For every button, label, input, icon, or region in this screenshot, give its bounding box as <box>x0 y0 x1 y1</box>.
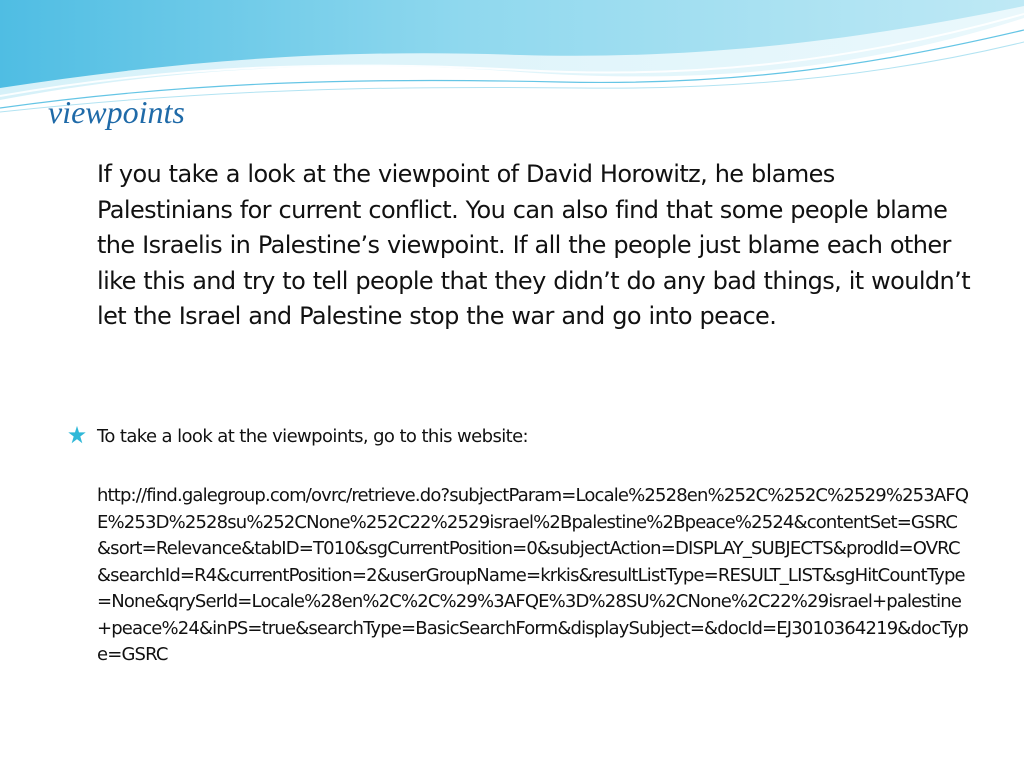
website-bullet-item <box>66 424 966 450</box>
viewpoint-paragraph: If you take a look at the viewpoint of David Horowitz, he blames Palestinians for current conflict. You can also find that some people blame the Israelis in Palestine’s viewpoint. If all the people just blame each other like this and try to tell people that they didn’t do any bad things, it wouldn’t let the Israel and Palestine stop the war and go into peace. <box>97 160 971 330</box>
website-url-link[interactable]: http://find.galegroup.com/ovrc/retrieve.do?subjectParam=Locale%2528en%252C%252C%2529%253AFQE%253D%2528su%252CNone%252C22%2529israel%2Bpalestine%2Bpeace%2524&contentSet=GSRC&sort=Relevance&tabID=T010&sgCurrentPosition=0&subjectAction=DISPLAY_SUBJECTS&prodId=OVRC&searchId=R4&currentPosition=2&userGroupName=krkis&resultListType=RESULT_LIST&sgHitCountType=None&qrySerId=Locale%28en%2C%2C%29%3AFQE%3D%28SU%2CNone%2C22%29israel+palestine+peace%24&inPS=true&searchType=BasicSearchForm&displaySubject=&docId=EJ3010364219&docType=GSRC <box>97 485 969 665</box>
slide-title: viewpoints <box>48 94 185 130</box>
bullet-text: To take a look at the viewpoints, go to this website: <box>97 426 529 447</box>
star-bullet-icon <box>66 424 88 446</box>
